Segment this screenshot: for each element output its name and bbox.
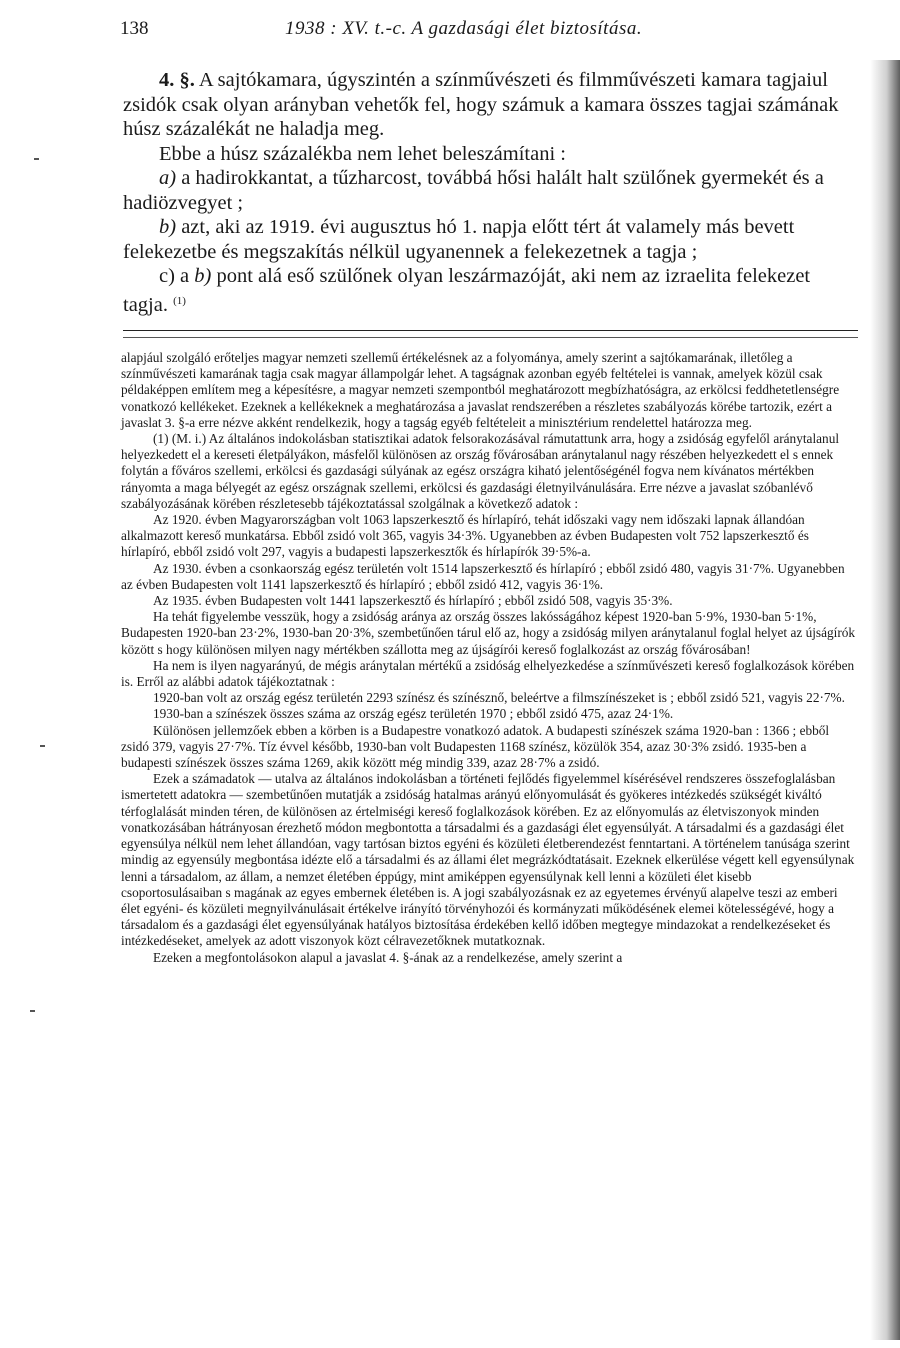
paragraph-text: A sajtókamara, úgyszintén a színművészeti és filmművészeti kamara tagjaiul zsidók csak olyan arányban vehetők fel, hogy számuk a kamara összes tagjai számának húsz százalékát ne haladja meg. — [123, 69, 839, 140]
footnote-paragraph: Az 1935. évben Budapesten volt 1441 lapszerkesztő és hírlapíró ; ebből zsidó 508, vagyis 35·3%. — [153, 593, 673, 609]
item-c-prefix: c) a — [159, 265, 195, 287]
item-a-text: a hadirokkantat, a tűzharcost, továbbá hősi halált halt szülőnek gyermekét és a hadiözvegyet ; — [123, 167, 824, 214]
item-b-label: b) — [159, 216, 177, 238]
footnote-paragraph: 1920-ban volt az ország egész területén 2293 színész és színésznő, beleértve a filmszínészeket is ; ebből zsidó 521, vagyis 22·7%. — [153, 690, 845, 706]
scan-mark — [30, 1010, 35, 1012]
footnote-paragraph: (1) (M. i.) Az általános indokolásban statisztikai adatok felsorakozásával rámutattunk arra, hogy a zsidóság egyfelől aránytalanul helyezkedett el a kereseti életpályákon, másfelől különösen az ország fővárosában aránytalanul nagy részében helyezkedett el s ennek folytán a főváros szellemi, erkölcsi és gazdasági súlyának az egész országra kiható jelentőségénél fogva nem kívánatos mértékben rányomta a maga bélyegét az egész országnak szellemi, erkölcsi és gazdasági életnyilvánulására. Erre nézve a javaslat szóbanlévő szabályozásának körében részletesebb tájékoztatással szolgálnak a következő adatok : — [121, 431, 840, 511]
scan-mark — [34, 158, 39, 160]
footnote-reference: (1) — [173, 294, 186, 307]
section-number: 4. §. — [159, 69, 195, 91]
page-header — [120, 18, 840, 48]
page-number: 138 — [120, 18, 149, 39]
footnote-paragraph: Különösen jellemzőek ebben a körben is a Budapestre vonatkozó adatok. A budapesti színészek száma 1920-ban : 1366 ; ebből zsidó 379, vagyis 27·7%. Tíz évvel később, 1930-ban volt Budapesten 1168 színész, közülök 354, azaz 30·3% zsidó. 1935-ben a budapesti színészek összes száma 1269, akik között még mindig 339, azaz 28·7% a zsidó. — [121, 722, 830, 771]
item-b-text: azt, aki az 1919. évi augusztus hó 1. napja előtt tért át valamely más bevett felekezetbe és megszakítás nélkül ugyanennek a felekezetnek a tagja ; — [123, 216, 795, 263]
footnote-paragraph: Ezek a számadatok — utalva az általános indokolásban a történeti fejlődés figyelemmel kísérésével rendszeres összefoglalásban ismertetett adatokra — szembetűnően mutatják a zsidóság hatalmas arányú előnyomulását és gyökeres intézkedés szükségét kiváltó térfoglalását minden téren, de különösen az értelmiségi kereső foglalkozások körében. Ez az előnyomulás az életviszonyok minden vonatkozásában hátrányosan érezhető módon megbontotta a társadalmi és a gazdasági élet egyensúlyát. A társadalmi és a gazdasági élet egyensúlya nélkül nem lehet állandóan, vagy tartósan biztos egyéni és közületi életberendezést fenntartani. A történelem tanúsága szerint mindig az egyensúly megbontása idézte elő a társadalmi és az állami élet megrázkódtatásait. Ezeknek elkerülése végett kell egyensúlynak lenni a társadalom, az állam, a nemzet életében éppúgy, mint amiképpen egyensúlynak kell lenni a közületi élet kisebb csoportosulásaiban s magának az egyes embernek életében is. A jogi szabályozásnak ez az egyetemes érvényű alapelve teszi az emberi élet egyéni- és közületi megnyilvánulásait értékelve irányító törvényhozói és kormányzati működésének elemei kötelességévé, hogy a társadalom és a gazdasági élet egyensúlyának hatályos biztosítása érdekében kellő időben megtegye mindazokat a rendelkezéseket és intézkedéseket, amelyek az adott viszonyok közt célravezetőknek mutatkoznak. — [121, 771, 855, 949]
footnote-paragraph: Az 1920. évben Magyarországban volt 1063 lapszerkesztő és hírlapíró, tehát időszaki vagy nem időszaki lapnak állandóan alkalmazott kereső munkatársa. Ebből zsidó volt 365, vagyis 34·3%. Ugyanebben az évben Budapesten volt 752 lapszerkesztő és hírlapíró, ebből zsidó volt 297, vagyis a budapesti lapszerkesztők és hírlapírók 39·5%-a. — [121, 512, 809, 560]
footnotes — [121, 350, 856, 966]
footnote-paragraph: Az 1930. évben a csonkaország egész területén volt 1514 lapszerkesztő és hírlapíró ; ebből zsidó 480, vagyis 31·7%. Ugyanebben az évben Budapesten volt 1141 lapszerkesztő és hírlapíró ; ebből zsidó 412, vagyis 36·1%. — [121, 560, 845, 592]
item-c-ref: b) — [194, 265, 212, 287]
scan-edge-shadow — [870, 60, 900, 1340]
footnote-paragraph: Ha tehát figyelembe vesszük, hogy a zsidóság aránya az ország összes lakósságához képest 1920-ban 5·9%, 1930-ban 5·1%, Budapesten 1920-ban 23·2%, 1930-ban 20·3%, szembetűnően tárul elő az, hogy a zsidóság milyen aránytalanul foglal helyet az újságírók között s hogy különösen milyen nagy mértékben szállotta meg az újságírói kereső foglalkozást az ország fővárosában! — [121, 609, 856, 657]
item-a — [123, 166, 853, 215]
scan-mark — [40, 745, 45, 747]
law-text — [123, 68, 853, 317]
item-c-text: pont alá eső szülőnek olyan leszármazóját, aki nem az izraelita felekezet tagja. — [123, 265, 811, 316]
footnote-paragraph: alapjául szolgáló erőteljes magyar nemzeti szellemű értékelésnek az a folyománya, amely szerint a sajtókamarának, illetőleg a színművészeti kamarának tagja csak magyar állampolgár lehet. A tagságnak azonban egyéb feltételei is vannak, amelyek közül csak példaképpen említem meg a képesítésre, a magyar nemzeti szempontból meghatározott megbízhatóságra, az erkölcsi feddhetetlenségre vonatkozó kellékeket. Ezeknek a kellékeknek a meghatározása a javaslat rendszerében a részletes szabályozás körébe tartozik, ezért a javaslat 3. §-a erre nézve akként rendelkezik, hogy a tagság egyéb feltételeit a minisztérium rendelettel határozza meg. — [121, 350, 840, 430]
item-b — [123, 215, 853, 264]
item-a-label: a) — [159, 167, 177, 189]
footnote-paragraph: 1930-ban a színészek összes száma az ország egész területén 1970 ; ebből zsidó 475, azaz 24·1%. — [153, 706, 674, 722]
running-title: 1938 : XV. t.-c. A gazdasági élet biztosítása. — [285, 18, 643, 39]
exceptions-intro: Ebbe a húsz százalékba nem lehet beleszámítani : — [159, 142, 566, 165]
footnote-paragraph: Ha nem is ilyen nagyarányú, de mégis aránytalan mértékű a zsidóság elhelyezkedése a színművészeti kereső foglalkozások körében is. Erről az alábbi adatok tájékoztatnak : — [121, 657, 855, 690]
footnote-separator — [123, 330, 858, 331]
section-4-paragraph — [123, 68, 853, 142]
item-c — [123, 264, 853, 317]
footnote-paragraph: Ezeken a megfontolásokon alapul a javaslat 4. §-ának az a rendelkezése, amely szerint a — [153, 949, 623, 965]
footnote-separator-secondary — [123, 337, 858, 338]
